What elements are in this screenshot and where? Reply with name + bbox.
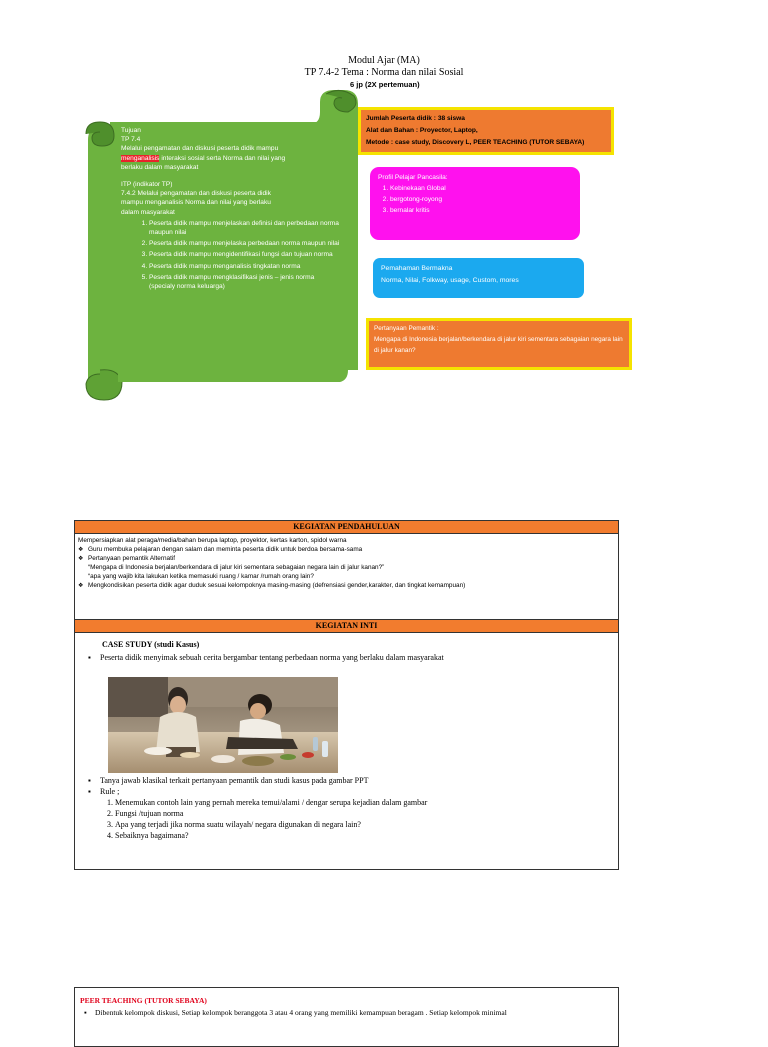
methods: Metode : case study, Discovery L, PEER TEACHING (TUTOR SEBAYA) <box>366 139 585 146</box>
case-study-photo <box>108 677 338 773</box>
participants-count: Jumlah Peserta didik : 38 siswa <box>366 115 465 122</box>
module-title: Modul Ajar (MA) <box>348 55 420 66</box>
objectives-text <box>121 126 341 293</box>
pemahaman-body: Norma, Nilai, Folkway, usage, Custom, mores <box>381 277 519 284</box>
list-item: 2. Peserta didik mampu menjelaska perbedaan norma maupun nilai <box>149 239 341 248</box>
tp-label: TP 7.4 <box>121 136 141 144</box>
bullet-item: ❖ Guru membuka pelajaran dengan salam dan meminta peserta didik untuk berdoa bersama-sama <box>78 546 615 555</box>
bullet-item: ❖ Pertanyaan pemantik Alternatif <box>78 555 615 564</box>
question-2: “apa yang wajib kita lakukan ketika memasuki ruang / kamar /rumah orang lain? <box>88 572 314 580</box>
profil-list <box>378 183 572 216</box>
peer-teaching-section <box>74 987 619 1047</box>
tools-materials: Alat dan Bahan : Proyector, Laptop, <box>366 127 478 134</box>
list-item: 1. Kebinekaan Global <box>390 183 572 194</box>
profil-title: Profil Pelajar Pancasila: <box>378 174 448 181</box>
question-1: “Mengapa di Indonesia berjalan/berkendara di jalur kiri sementara sebagaian negara lain di jalur kanan?” <box>88 563 385 571</box>
peer-teaching-title: PEER TEACHING (TUTOR SEBAYA) <box>80 996 207 1005</box>
pemahaman-title: Pemahaman Bermakna <box>381 265 453 272</box>
itp-items-list <box>121 219 341 291</box>
bullet-item: ▪ Dibentuk kelompok diskusi, Setiap kelompok beranggota 3 atau 4 orang yang memiliki kemampuan beragam . Setiap kelompok minimal <box>80 1008 613 1017</box>
pemahaman-bermakna-box <box>373 258 584 298</box>
highlight-text: menganalisis <box>121 154 160 162</box>
section-header-inti: KEGIATAN INTI <box>75 620 618 633</box>
list-item: 4. Peserta didik mampu menganalisis tingkatan norma <box>149 262 341 271</box>
tp-line-2: menganalisis interaksi sosial serta Norma dan nilai yang <box>121 154 286 162</box>
list-item: 5. Peserta didik mampu mengklasifikasi jenis – jenis norma (specialy norma keluarga) <box>149 273 341 291</box>
pertanyaan-pemantik-box <box>366 318 632 370</box>
section-header-pendahuluan: KEGIATAN PENDAHULUAN <box>75 521 618 534</box>
pemantik-title: Pertanyaan Pemantik : <box>374 325 439 332</box>
module-subtitle: TP 7.4-2 Tema : Norma dan nilai Sosial <box>304 67 464 78</box>
info-box-participants <box>358 107 614 155</box>
bullet-item: ▪ Tanya jawab klasikal terkait pertanyaan pemantik dan studi kasus pada gambar PPT <box>85 775 608 786</box>
profil-pancasila-box <box>370 167 580 240</box>
pendahuluan-body <box>75 534 618 620</box>
case-study-title: CASE STUDY (studi Kasus) <box>102 640 200 649</box>
module-duration: 6 jp (2X pertemuan) <box>350 80 420 89</box>
bullet-item: ❖ Mengkondisikan peserta didik agar duduk sesuai kelompoknya masing-masing (defrensiasi gender,karakter, dan tingkat kemampuan) <box>78 582 615 591</box>
bullet-item: ▪ Peserta didik menyimak sebuah cerita bergambar tentang perbedaan norma yang berlaku dalam masyarakat <box>85 652 608 663</box>
itp-line-1: 7.4.2 Melalui pengamatan dan diskusi peserta didik <box>121 190 271 198</box>
list-item: 3. bernalar kritis <box>390 205 572 216</box>
itp-line-2: mampu menganalisis Norma dan nilai yang berlaku <box>121 199 271 207</box>
pemantik-body: Mengapa di Indonesia berjalan/berkendara di jalur kiri sementara sebagaian negara lain di jalur kanan? <box>374 336 623 354</box>
list-item: 3. Apa yang terjadi jika norma suatu wilayah/ negara digunakan di negara lain? <box>115 819 608 830</box>
list-item: 2. bergotong-royong <box>390 194 572 205</box>
tp-line-3: berlaku dalam masyarakat <box>121 163 199 171</box>
itp-label: ITP (indikator TP) <box>121 181 173 189</box>
list-item: 4. Sebaiknya bagaimana? <box>115 830 608 841</box>
bullet-item: ▪ Rule ; <box>85 786 608 797</box>
list-item: 3. Peserta didik mampu mengidentifikasi fungsi dan tujuan norma <box>149 250 341 259</box>
list-item: 1. Menemukan contoh lain yang pernah mereka temui/alami / dengar serupa kejadian dalam gambar <box>115 797 608 808</box>
itp-line-3: dalam masyarakat <box>121 208 175 216</box>
list-item: 1. Peserta didik mampu menjelaskan definisi dan perbedaan norma maupun nilai <box>149 219 341 237</box>
intro-text: Mempersiapkan alat peraga/media/bahan berupa laptop, proyektor, kertas karton, spidol warna <box>78 537 347 544</box>
list-item: 2. Fungsi /tujuan norma <box>115 808 608 819</box>
rules-list <box>85 797 608 841</box>
tp-line-1: Melalui pengamatan dan diskusi peserta didik mampu <box>121 145 279 153</box>
tujuan-label: Tujuan <box>121 127 141 134</box>
